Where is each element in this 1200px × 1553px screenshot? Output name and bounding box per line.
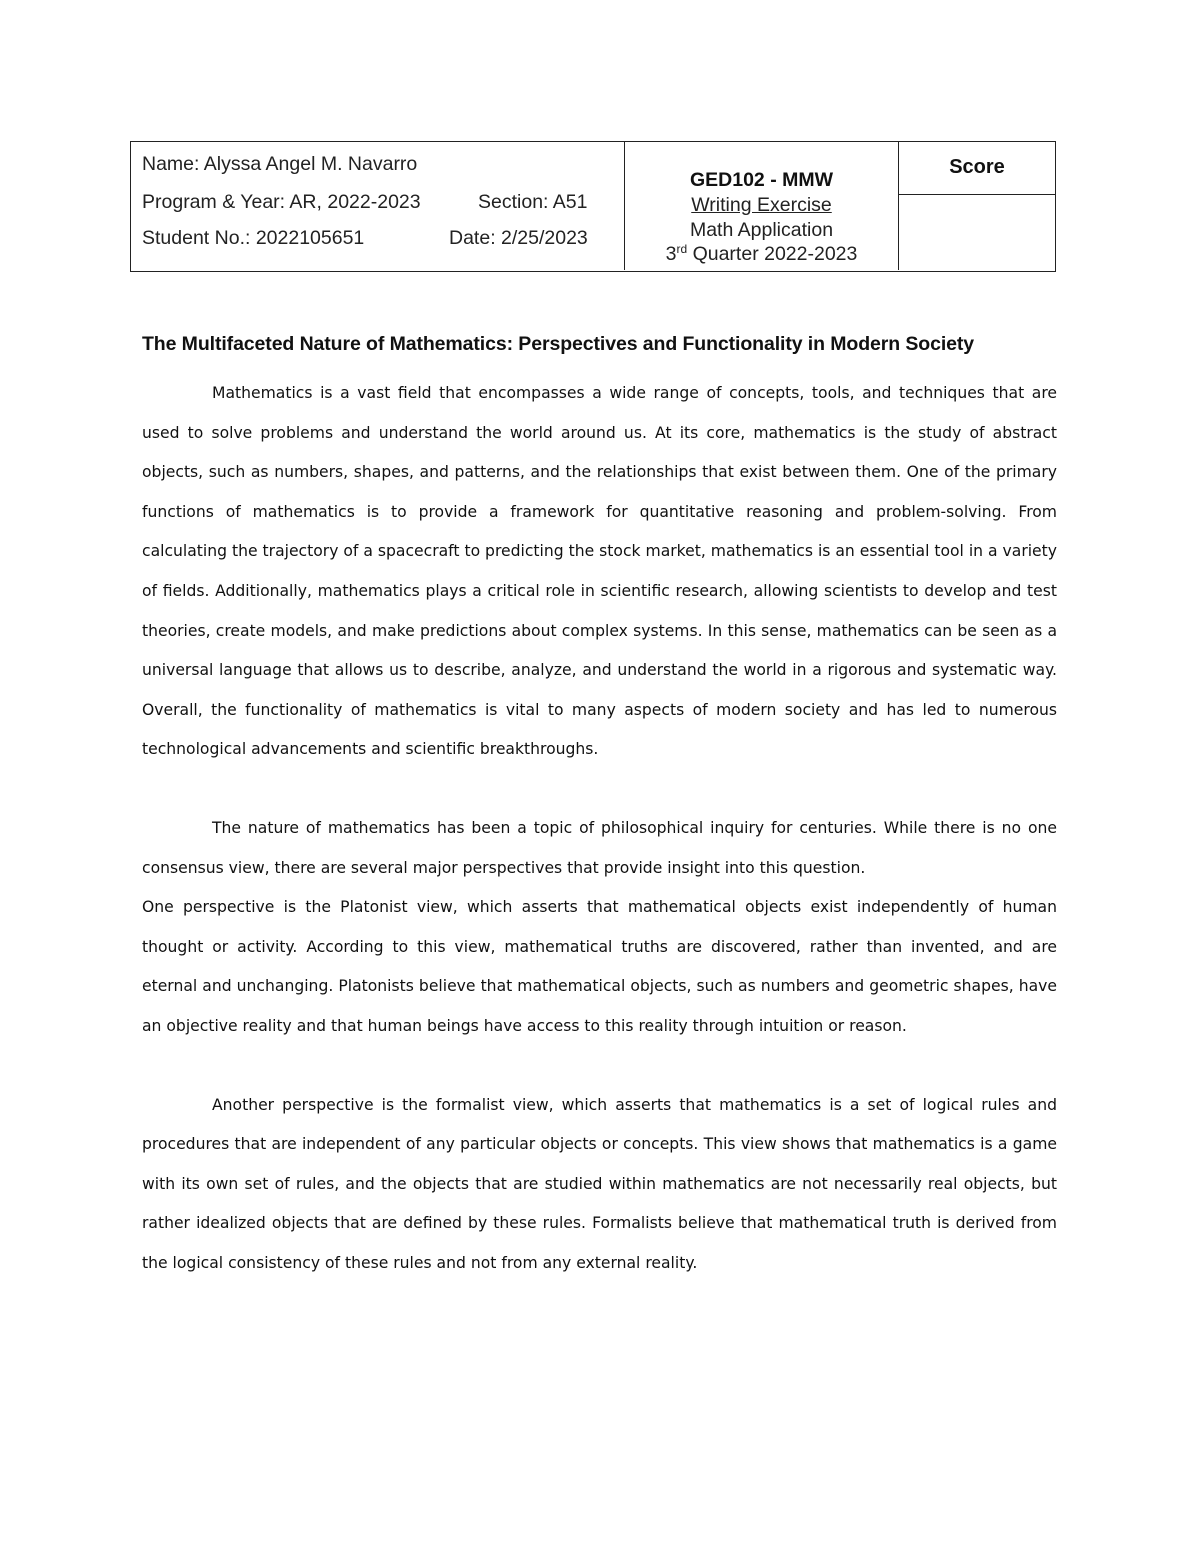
score-value-cell [899, 195, 1055, 270]
paragraph-platonist: One perspective is the Platonist view, which asserts that mathematical objects exist independently of human thought or activity. According to this view, mathematical truths are discovered, rather than invented, and are eternal and unchanging. Platonists believe that mathematical objects, such as numbers and geometric shapes, have an objective reality and that human beings have access to this reality through intuition or reason. [142, 898, 1057, 1035]
student-name: Name: Alyssa Angel M. Navarro [142, 153, 418, 175]
paragraph-functionality: Mathematics is a vast field that encompasses a wide range of concepts, tools, and techniques that are used to solve problems and understand the world around us. At its core, mathematics is the study of abstract objects, such as numbers, shapes, and patterns, and the relationships that exist between them. One of the primary functions of mathematics is to provide a framework for quantitative reasoning and problem-solving. From calculating the trajectory of a spacecraft to predicting the stock market, mathematics is an essential tool in a variety of fields. Additionally, mathematics plays a critical role in scientific research, allowing scientists to develop and test theories, create models, and make predictions about complex systems. In this sense, mathematics can be seen as a universal language that allows us to describe, analyze, and understand the world in a rigorous and systematic way. Overall, the functionality of mathematics is vital to many aspects of modern society and has led to numerous technological advancements and scientific breakthroughs. [142, 384, 1057, 759]
student-info-cell [131, 142, 625, 270]
section: Section: A51 [478, 191, 588, 213]
essay-body [142, 330, 1057, 1283]
score-label-cell [899, 142, 1055, 195]
paragraph-nature-intro: The nature of mathematics has been a topic of philosophical inquiry for centuries. While there is no one consensus view, there are several major perspectives that provide insight into this question. [142, 818, 1057, 877]
paragraph-formalist: Another perspective is the formalist view, which asserts that mathematics is a set of logical rules and procedures that are independent of any particular objects or concepts. This view shows that mathematics is a game with its own set of rules, and the objects that are studied within mathematics are not necessarily real objects, but rather idealized objects that are defined by these rules. Formalists believe that mathematical truth is derived from the logical consistency of these rules and not from any external reality. [142, 1095, 1057, 1272]
header-table [130, 141, 1056, 272]
quarter-number: 3 [665, 243, 677, 265]
course-application: Math Application [689, 219, 834, 241]
essay-title: The Multifaceted Nature of Mathematics: Perspectives and Functionality in Modern Society [142, 333, 975, 355]
program-year-row [142, 191, 421, 214]
date: Date: 2/25/2023 [449, 227, 588, 249]
course-quarter [625, 243, 898, 266]
quarter-rest: Quarter 2022-2023 [687, 243, 858, 265]
quarter-suffix: rd [676, 242, 688, 256]
course-type: Writing Exercise [691, 194, 832, 216]
score-label: Score [949, 156, 1005, 178]
course-info-cell [625, 142, 899, 270]
student-number: Student No.: 2022105651 [142, 227, 365, 249]
course-code: GED102 - MMW [689, 169, 833, 191]
program-year: Program & Year: AR, 2022-2023 [142, 191, 421, 213]
